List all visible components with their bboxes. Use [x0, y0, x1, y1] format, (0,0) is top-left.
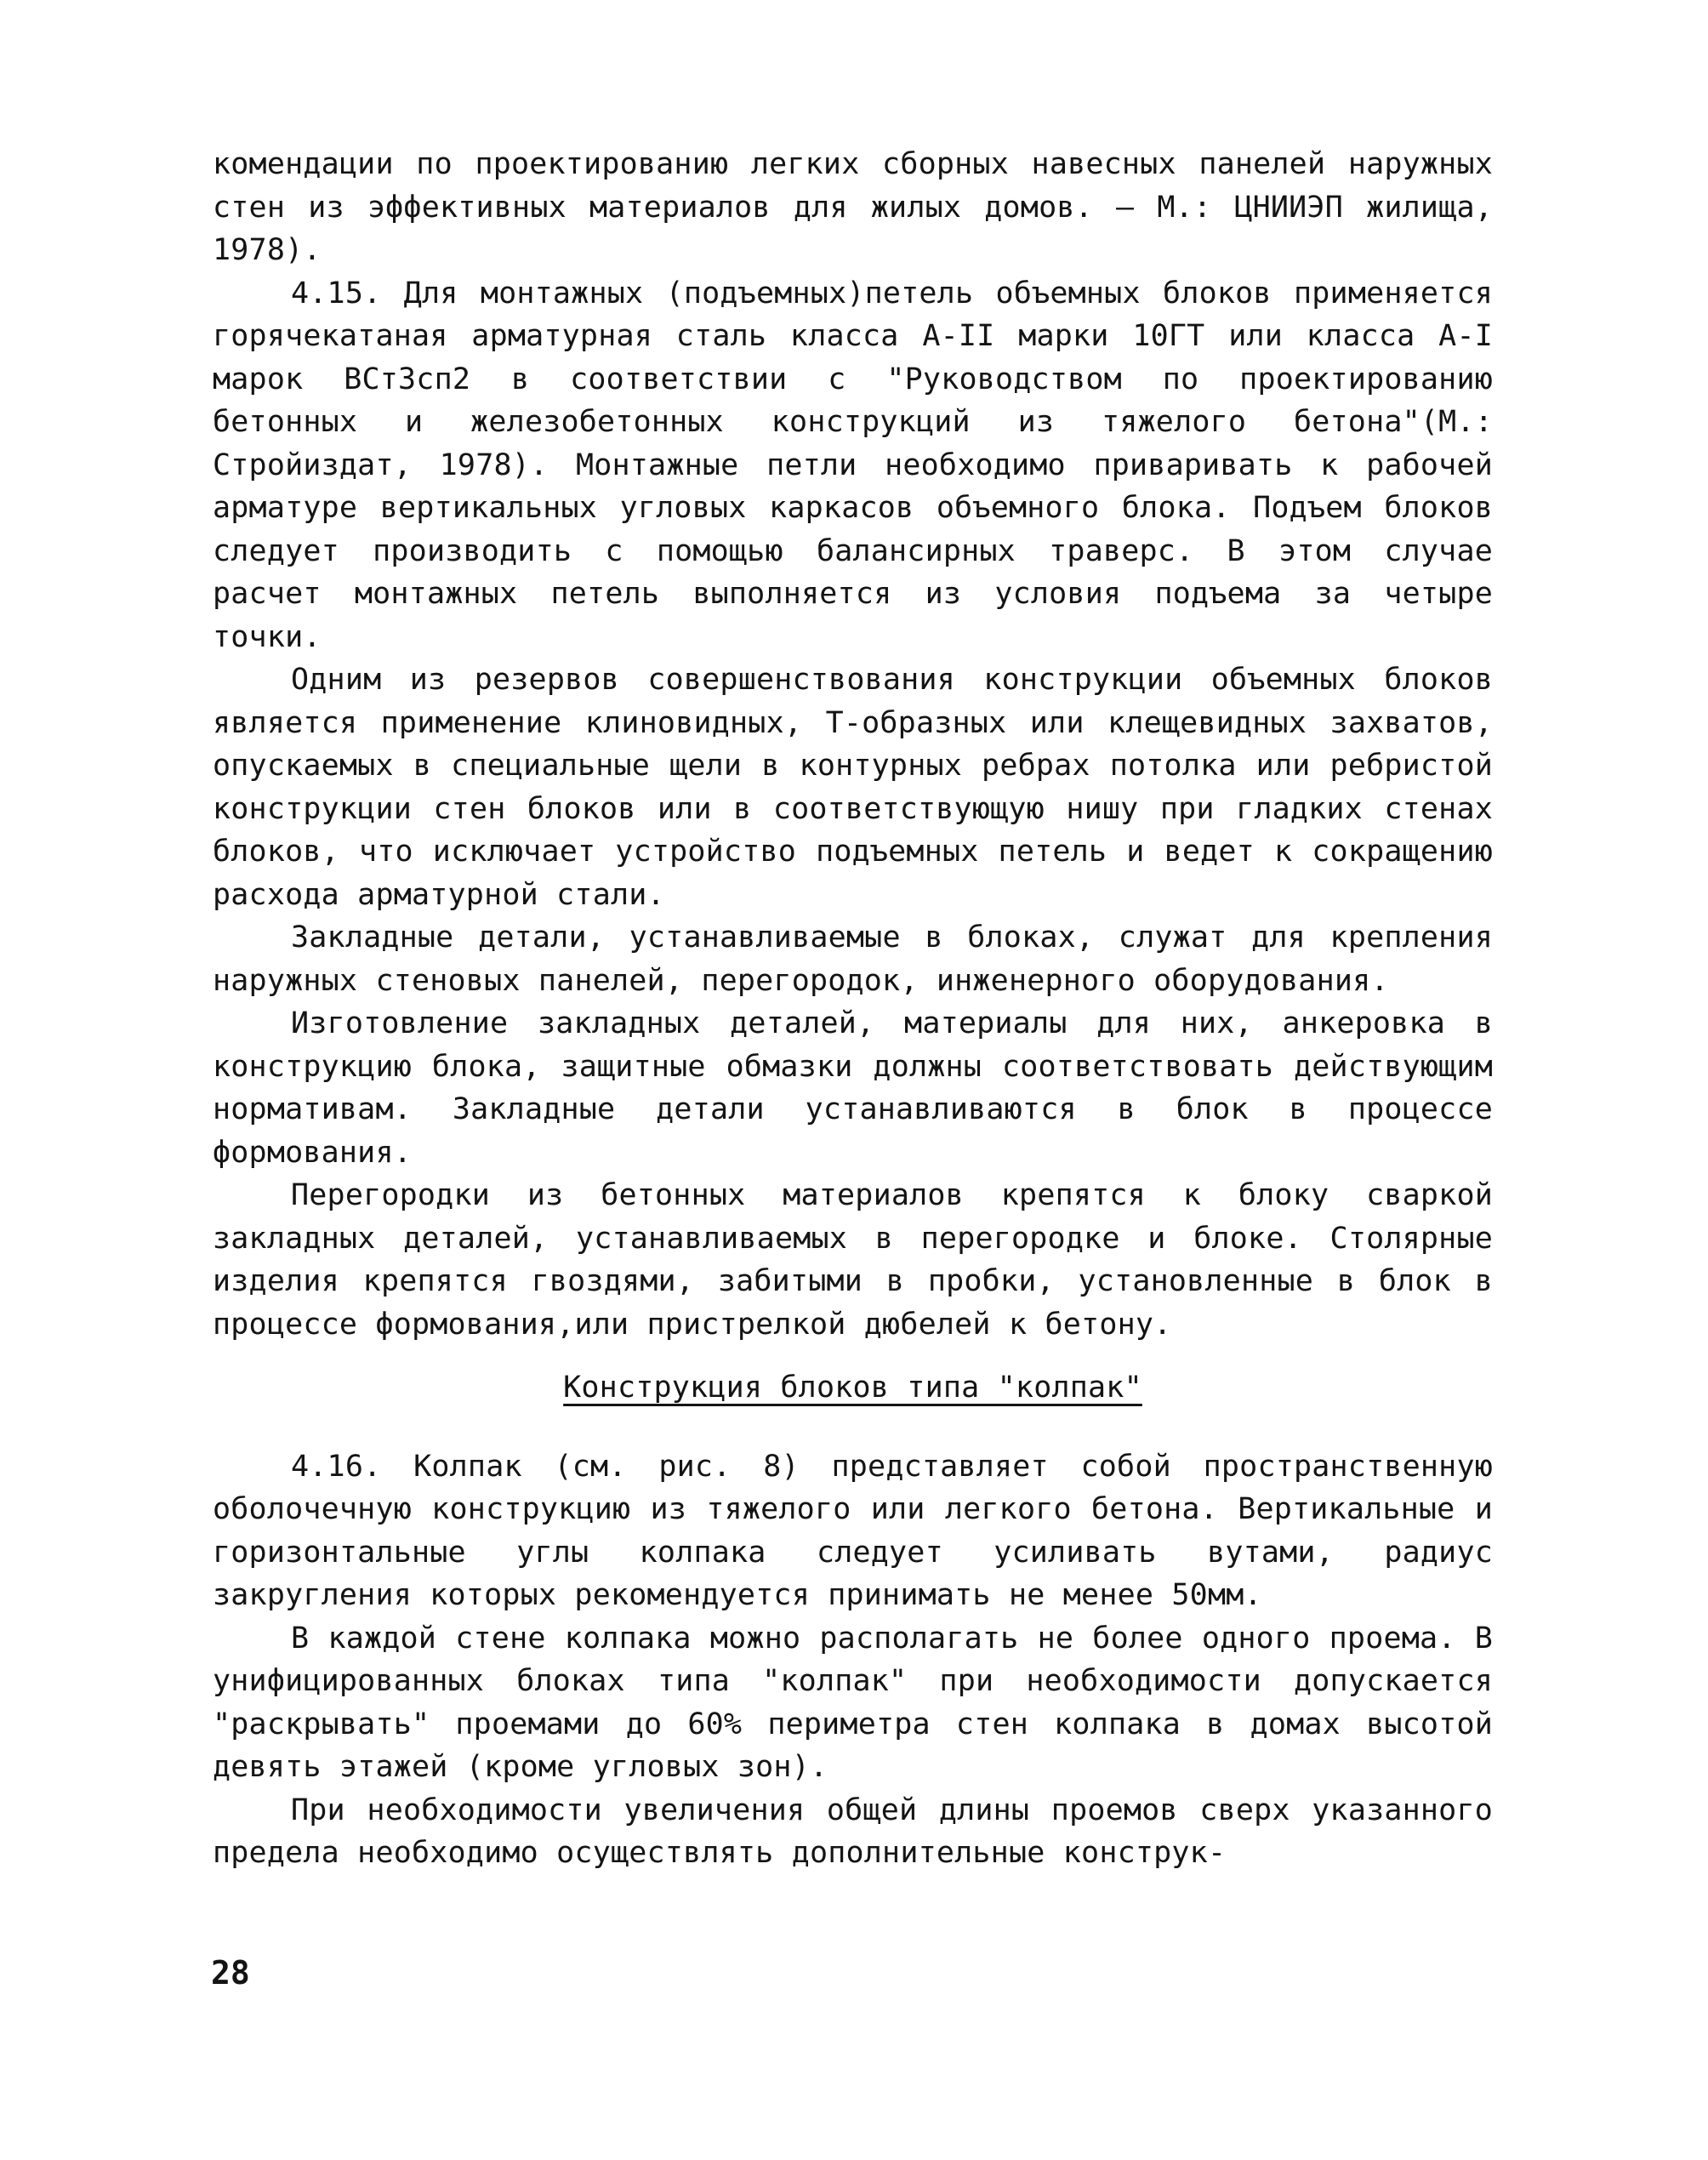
paragraph-partitions: Перегородки из бетонных материалов крепятся к блоку сваркой закладных деталей, устанавливаемых в перегородке и блоке. Столярные изделия крепятся гвоздями, забитыми в пробки, установленные в блок в процессе формования,или пристрелкой дюбелей к бетону. — [213, 1178, 1493, 1342]
paragraph-reference-continuation: комендации по проектированию легких сборных навесных панелей наружных стен из эффективных материалов для жилых домов. – М.: ЦНИИЭП жилища, 1978). — [213, 147, 1493, 267]
paragraph-embedded-parts-manufacture: Изготовление закладных деталей, материалы для них, анкеровка в конструкцию блока, защитные обмазки должны соответствовать действующим нормативам. Закладные детали устанавливаются в блок в процессе формования. — [213, 1006, 1493, 1170]
paragraph-4-16: 4.16. Колпак (см. рис. 8) представляет собой пространственную оболочечную конструкцию из тяжелого или легкого бетона. Вертикальные и горизонтальные углы колпака следует усиливать вутами, радиус закругления которых рекомендуется принимать не менее 50мм. — [213, 1449, 1493, 1612]
section-heading-text: Конструкция блоков типа "колпак" — [563, 1371, 1142, 1405]
paragraph-openings: В каждой стене колпака можно располагать не более одного проема. В унифицированных блоках типа "колпак" при необходимости допускается "раскрывать" проемами до 60% периметра стен колпака в домах высотой девять этажей (кроме угловых зон). — [213, 1621, 1493, 1784]
section-heading — [213, 1366, 1493, 1410]
paragraph-lifting-grips: Одним из резервов совершенствования конструкции объемных блоков является применение клиновидных, Т-образных или клещевидных захватов, опускаемых в специальные щели в контурных ребрах потолка или ребристой конструкции стен блоков или в соответствующую нишу при гладких стенах блоков, что исключает устройство подъемных петель и ведет к сокращению расхода арматурной стали. — [213, 663, 1493, 912]
body-text — [213, 143, 1493, 1875]
paragraph-openings-extension: При необходимости увеличения общей длины проемов сверх указанного предела необходимо осуществлять дополнительные конструк- — [213, 1792, 1493, 1870]
paragraph-4-15: 4.15. Для монтажных (подъемных)петель объемных блоков применяется горячекатаная арматурная сталь класса А-II марки 10ГТ или класса А-I марок ВСт3сп2 в соответствии с "Руководством по проектированию бетонных и железобетонных конструкций из тяжелого бетона"(М.: Стройиздат, 1978). Монтажные петли необходимо приваривать к рабочей арматуре вертикальных угловых каркасов объемного блока. Подъем блоков следует производить с помощью балансирных траверс. В этом случае расчет монтажных петель выполняется из условия подъема за четыре точки. — [213, 276, 1493, 654]
paragraph-embedded-parts: Закладные детали, устанавливаемые в блоках, служат для крепления наружных стеновых панелей, перегородок, инженерного оборудования. — [213, 920, 1493, 998]
page-number: 28 — [211, 1954, 250, 1992]
